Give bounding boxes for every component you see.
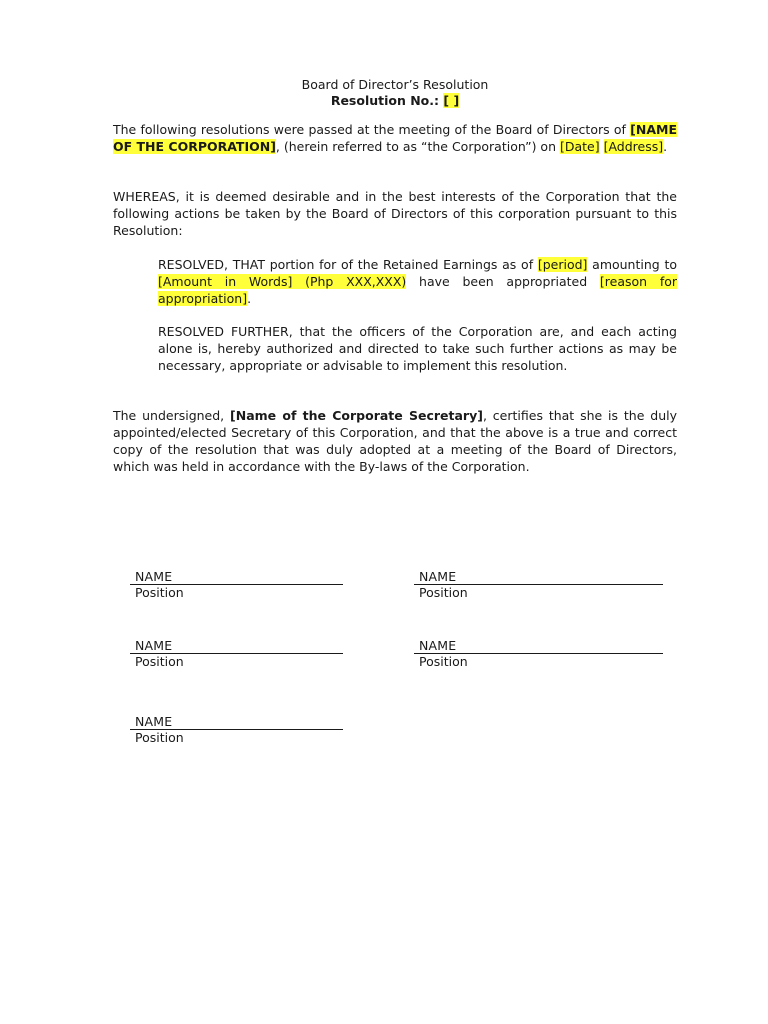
resolution-number-line — [0, 93, 768, 109]
intro-paragraph — [113, 121, 677, 155]
resolved-text-2: amounting to — [587, 257, 677, 272]
signatory-position: Position — [135, 585, 184, 600]
corporation-name-placeholder: [NAME OF THE CORPORATION] — [113, 122, 677, 154]
signature-block — [130, 638, 343, 670]
resolution-number-placeholder: [ ] — [443, 93, 460, 108]
amount-placeholder: [Amount in Words] (Php XXX,XXX) — [158, 274, 407, 289]
secretary-name-placeholder: [Name of the Corporate Secretary] — [230, 408, 483, 423]
resolution-number-label: Resolution No.: — [330, 93, 440, 108]
certification-paragraph — [113, 407, 677, 475]
resolved-further-paragraph: RESOLVED FURTHER, that the officers of the Corporation are, and each acting alone is, hereby authorized and directed to take such further actions as may be necessary, appropriate or advisable to implement this resolution. — [158, 324, 677, 373]
signatory-name: NAME — [414, 638, 663, 654]
signature-block — [414, 638, 663, 670]
intro-text-3 — [600, 139, 604, 154]
signatory-name: NAME — [414, 569, 663, 585]
whereas-paragraph: WHEREAS, it is deemed desirable and in the best interests of the Corporation that the following actions be taken by the Board of Directors of this corporation pursuant to this Resolution: — [113, 189, 677, 238]
resolved-text-3: have been appropriated — [406, 274, 600, 289]
intro-text-1: The following resolutions were passed at the meeting of the Board of Directors of — [113, 122, 631, 137]
resolved-text-1: RESOLVED, THAT portion for of the Retained Earnings as of — [158, 257, 538, 272]
period-placeholder: [period] — [537, 257, 588, 272]
intro-text-4: . — [663, 139, 668, 154]
document-title: Board of Director’s Resolution — [301, 77, 489, 92]
signatory-position: Position — [419, 585, 468, 600]
certification-text-1: The undersigned, — [113, 408, 231, 423]
date-placeholder: [Date] — [559, 139, 600, 154]
document-header — [0, 77, 768, 109]
signature-block — [130, 714, 343, 746]
intro-text-2: , (herein referred to as “the Corporation”) on — [275, 139, 560, 154]
resolved-text-4: . — [247, 291, 252, 306]
signatory-position: Position — [135, 730, 184, 745]
address-placeholder: [Address] — [603, 139, 664, 154]
signature-block — [414, 569, 663, 601]
signatory-position: Position — [135, 654, 184, 669]
signatory-name: NAME — [130, 569, 343, 585]
signatory-name: NAME — [130, 714, 343, 730]
signatory-position: Position — [419, 654, 468, 669]
resolved-paragraph — [158, 256, 677, 307]
signatory-name: NAME — [130, 638, 343, 654]
certification-text-2: , certifies that she is the duly appointed/elected Secretary of this Corporation, and that the above is a true and correct copy of the resolution that was duly adopted at a meeting of the Board of Directors, which was held in accordance with the By-laws of the Corporation. — [113, 408, 677, 474]
signature-block — [130, 569, 343, 601]
reason-placeholder: [reason for appropriation] — [158, 274, 678, 306]
